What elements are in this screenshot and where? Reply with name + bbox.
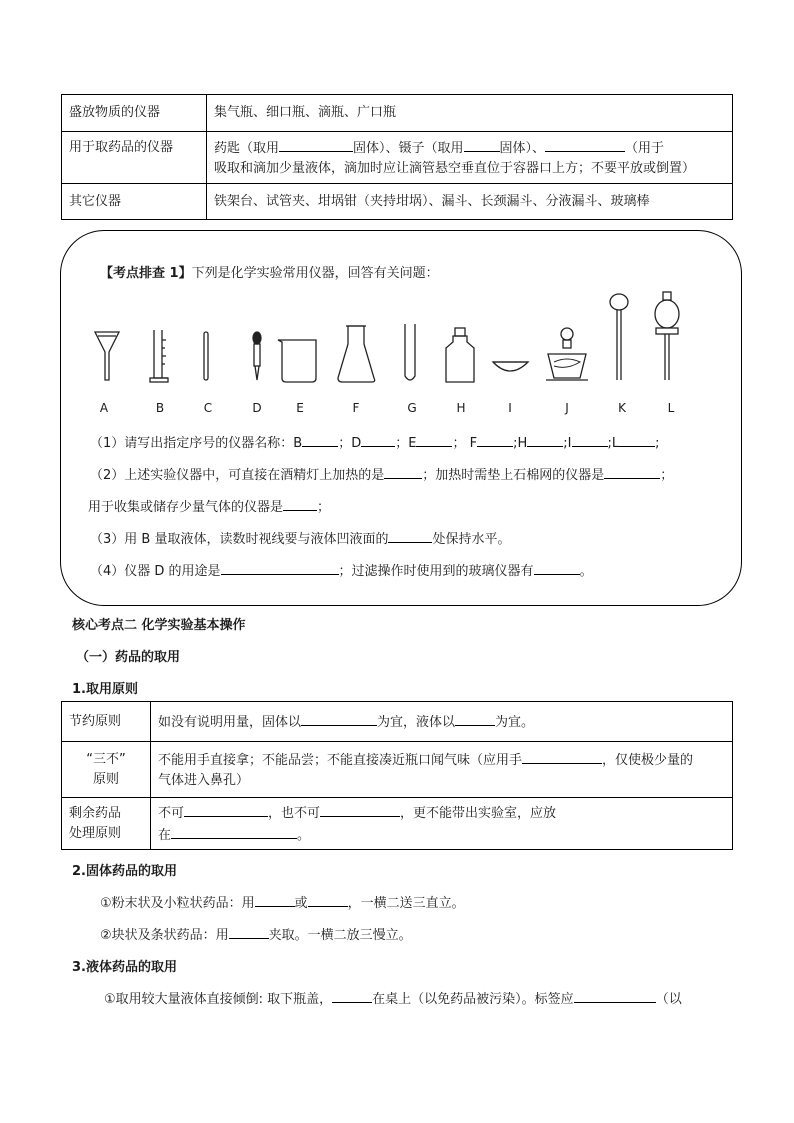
table-row-content: 集气瓶、细口瓶、滴瓶、广口瓶 [207, 95, 733, 132]
instrument-label: D [252, 401, 262, 415]
heading-principles: 1.取用原则 [72, 682, 138, 697]
question-3: （3）用 B 量取液体，读数时视线要与液体凹液面的 处保持水平。 [90, 528, 510, 547]
instrument-label: J [565, 401, 569, 415]
question-2: （2）上述实验仪器中，可直接在酒精灯上加热的是 ；加热时需垫上石棉网的仪器是 ； [90, 464, 673, 483]
heading-liquid: 3.液体药品的取用 [72, 960, 177, 975]
table-row-content: 药匙（取用 固体）、镊子（取用 固体）、 （用于 吸取和滴加少量液体，滴加时应让滴管悬空垂直位于容器口上方；不要平放或倒置） [207, 132, 733, 184]
conical-flask-icon [338, 326, 375, 382]
instrument-label: E [296, 401, 304, 415]
instrument-label: G [407, 401, 417, 415]
exercise-box [60, 230, 742, 606]
rule-content: 如没有说明用量，固体以 为宜，液体以 为宜。 [151, 702, 733, 742]
instrument-illustrations [80, 288, 700, 388]
rule-content: 不可 ，也不可 ，更不能带出实验室，应放 在 。 [151, 798, 733, 850]
principles-table [61, 701, 733, 850]
beaker-icon [278, 340, 316, 382]
solid-step-2: ②块状及条状药品：用 夹取。一横二放三慢立。 [100, 924, 412, 943]
funnel-icon [95, 332, 119, 380]
rule-label: “三不” 原则 [62, 742, 151, 798]
long-neck-funnel-icon [610, 294, 628, 380]
dropper-icon [253, 332, 261, 380]
graduated-cylinder-icon [150, 330, 168, 382]
question-4: （4）仪器 D 的用途是 ；过滤操作时使用到的玻璃仪器有 。 [90, 560, 593, 579]
gas-bottle-icon [446, 328, 474, 382]
heading-solid: 2.固体药品的取用 [72, 864, 177, 879]
rule-label: 剩余药品 处理原则 [62, 798, 151, 850]
instrument-label: B [155, 401, 165, 415]
question-1: （1）请写出指定序号的仪器名称：B ；D ；E ； F ;H ;I ;L ; [90, 432, 660, 451]
question-2-cont: 用于收集或储存少量气体的仪器是 ； [88, 496, 330, 515]
liquid-step-1: ①取用较大量液体直接倾倒: 取下瓶盖， 在桌上（以免药品被污染）。标签应 （以 [104, 988, 682, 1007]
table-row-label: 盛放物质的仪器 [62, 95, 207, 132]
instrument-label: A [99, 401, 109, 415]
instrument-label: L [667, 401, 675, 415]
exercise-title: 【考点排查 1】下列是化学实验常用仪器，回答有关问题： [100, 266, 439, 281]
section-heading: 核心考点二 化学实验基本操作 [72, 618, 246, 633]
solid-step-1: ①粉末状及小粒状药品：用 或 ，一横二送三直立。 [100, 892, 465, 911]
evaporating-dish-icon [493, 362, 528, 371]
instrument-table [61, 94, 733, 220]
instrument-label: F [352, 401, 360, 415]
test-tube-icon [405, 324, 415, 380]
instrument-label: C [203, 401, 213, 415]
subsection-heading: （一）药品的取用 [76, 650, 181, 665]
instrument-label: I [508, 401, 512, 415]
alcohol-lamp-icon [546, 328, 588, 380]
separatory-funnel-icon [655, 292, 679, 380]
table-row-content: 铁架台、试管夹、坩埚钳（夹持坩埚）、漏斗、长颈漏斗、分液漏斗、玻璃棒 [207, 184, 733, 220]
table-row-label: 其它仪器 [62, 184, 207, 220]
instrument-label: K [618, 401, 626, 415]
rule-label: 节约原则 [62, 702, 151, 742]
table-row-label: 用于取药品的仪器 [62, 132, 207, 184]
instrument-label: H [456, 401, 466, 415]
glass-rod-icon [204, 332, 208, 380]
rule-content: 不能用手直接拿；不能品尝；不能直接凑近瓶口闻气味（应用手 ，仅使极少量的 气体进入鼻孔） [151, 742, 733, 798]
